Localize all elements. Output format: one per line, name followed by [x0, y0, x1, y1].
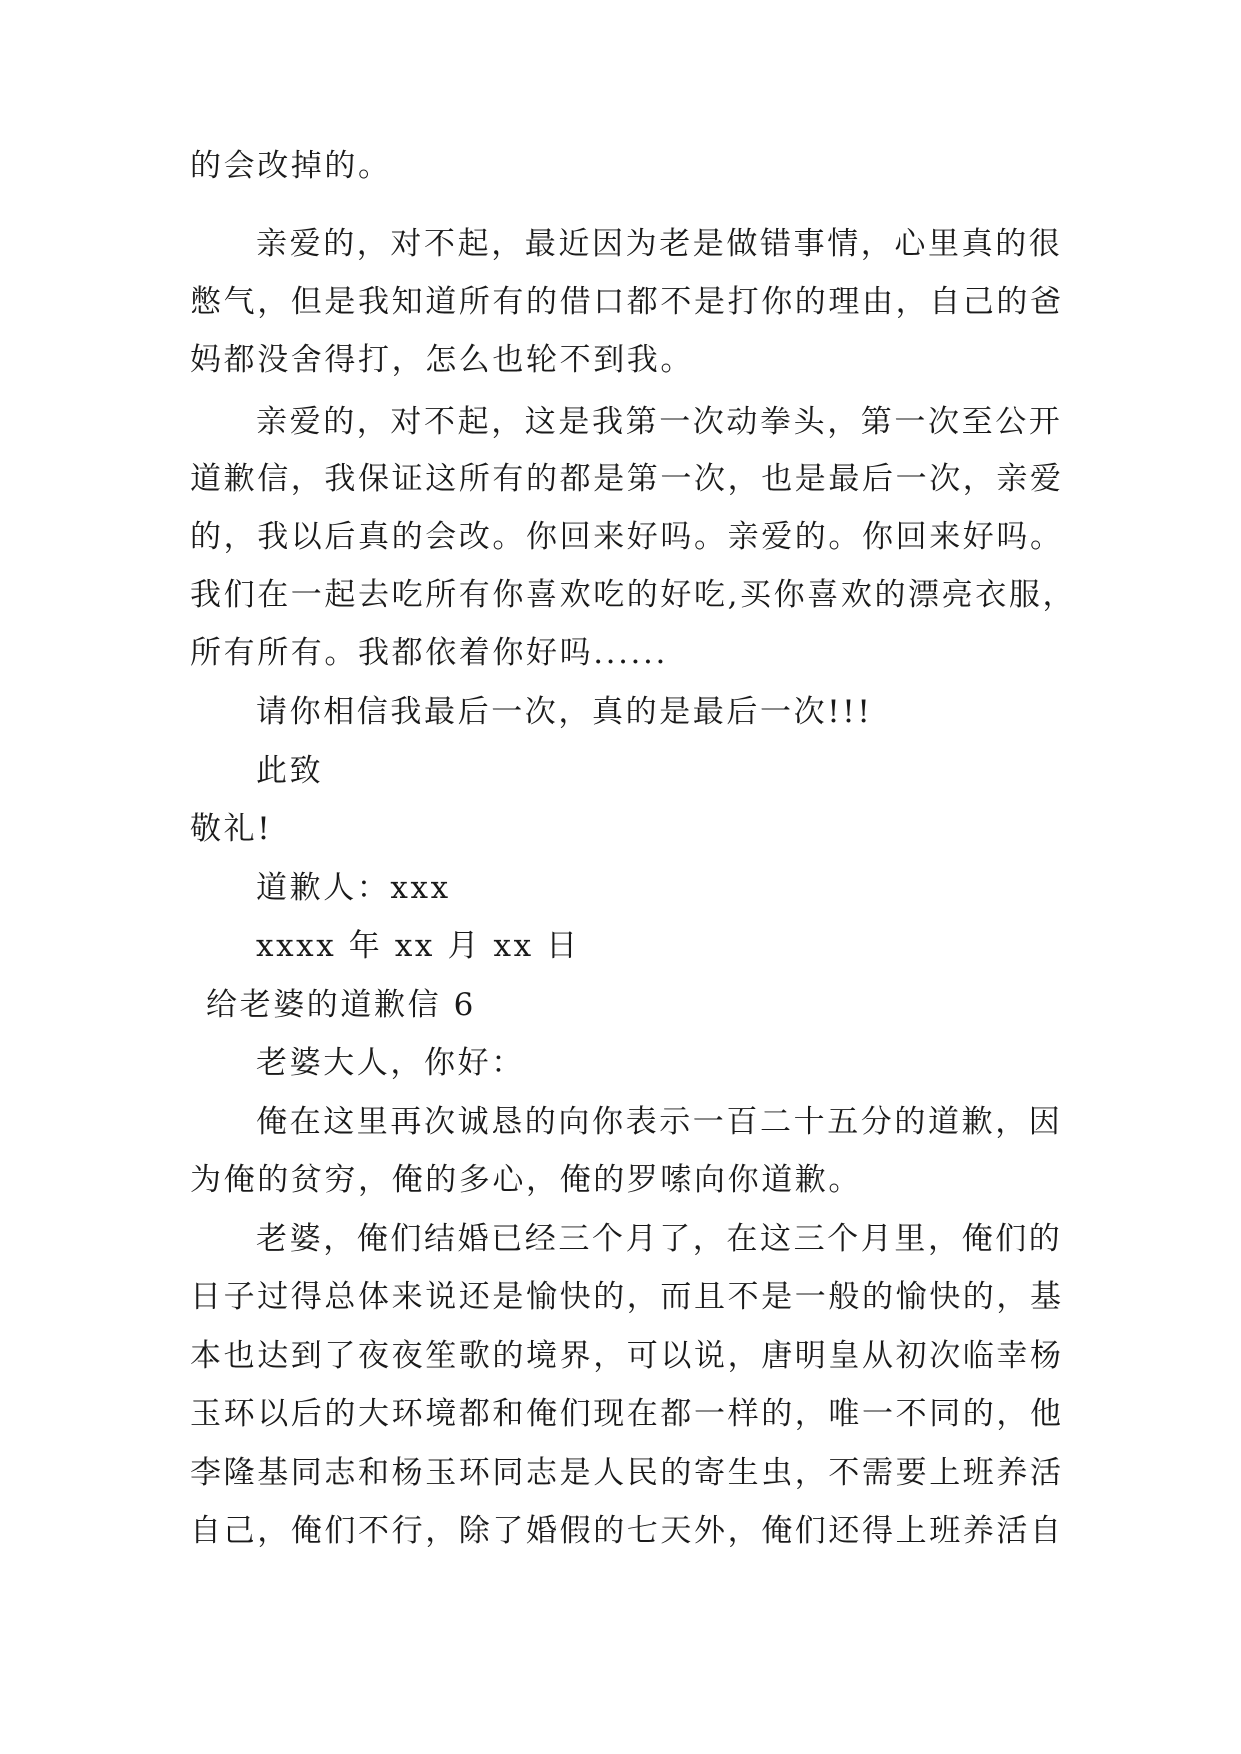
paragraph-first-line: 俺在这里再次诚恳的向你表示一百二十五分的道歉，因 [256, 1104, 1063, 1140]
text-line: 本也达到了夜夜笙歌的境界，可以说，唐明皇从初次临幸杨 [190, 1338, 1064, 1374]
text-line: 玉环以后的大环境都和俺们现在都一样的，唯一不同的，他 [190, 1396, 1064, 1432]
text-line: 的会改掉的。 [190, 148, 392, 184]
text-line: 妈都没舍得打，怎么也轮不到我。 [190, 342, 694, 378]
closing-salutation: 此致 [256, 753, 324, 789]
closing-regards: 敬礼! [190, 811, 273, 847]
text-line: 所有所有。我都依着你好吗...... [190, 635, 668, 671]
paragraph-first-line: 老婆，俺们结婚已经三个月了，在这三个月里，俺们的 [256, 1221, 1063, 1257]
text-line: 李隆基同志和杨玉环同志是人民的寄生虫，不需要上班养活 [190, 1455, 1064, 1491]
greeting-line: 老婆大人，你好： [256, 1045, 525, 1081]
text-line: 自己，俺们不行，除了婚假的七天外，俺们还得上班养活自 [190, 1513, 1064, 1549]
text-line: 道歉信，我保证这所有的都是第一次，也是最后一次，亲爱 [190, 461, 1064, 497]
text-line: 日子过得总体来说还是愉快的，而且不是一般的愉快的，基 [190, 1279, 1064, 1315]
text-line: 憋气，但是我知道所有的借口都不是打你的理由，自己的爸 [190, 284, 1064, 320]
signature-line: 道歉人：xxx [256, 870, 451, 906]
paragraph-first-line: 请你相信我最后一次，真的是最后一次!!! [256, 694, 873, 730]
text-line: 我们在一起去吃所有你喜欢吃的好吃,买你喜欢的漂亮衣服， [190, 577, 1077, 613]
paragraph-first-line: 亲爱的，对不起，这是我第一次动拳头，第一次至公开 [256, 404, 1063, 440]
text-line: 为俺的贫穷，俺的多心，俺的罗嗦向你道歉。 [190, 1162, 862, 1198]
paragraph-first-line: 亲爱的，对不起，最近因为老是做错事情，心里真的很 [256, 226, 1063, 262]
section-heading: 给老婆的道歉信 6 [206, 987, 476, 1023]
text-line: 的，我以后真的会改。你回来好吗。亲爱的。你回来好吗。 [190, 519, 1064, 555]
date-line: xxxx 年 xx 月 xx 日 [256, 928, 580, 964]
